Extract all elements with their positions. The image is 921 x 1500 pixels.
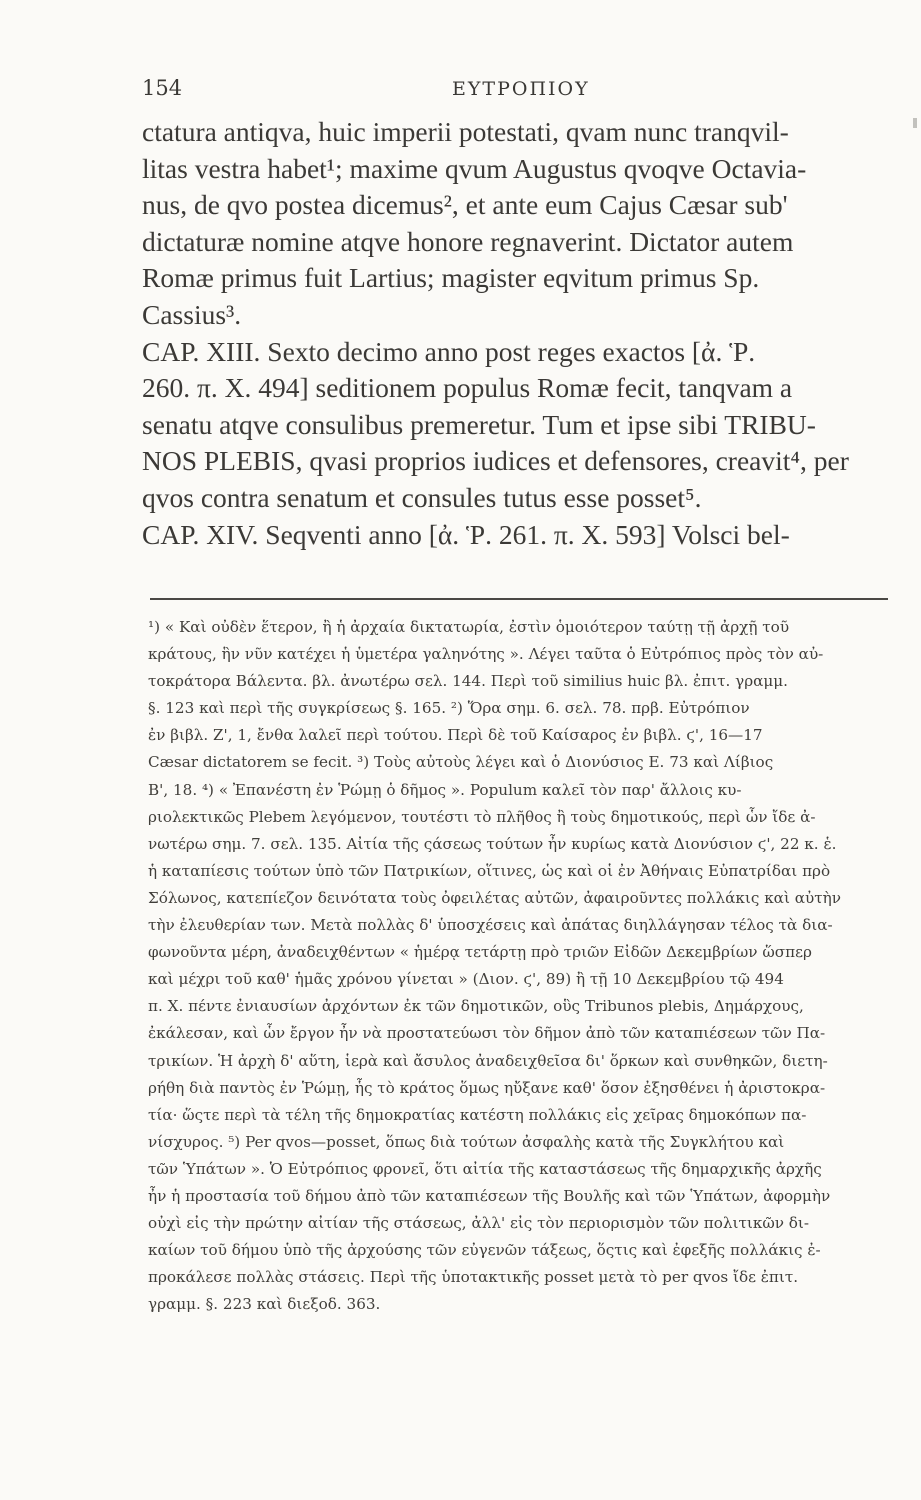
page-edge-mark bbox=[913, 118, 917, 128]
main-text-line: nus, de qvo postea dicemus², et ante eum Cajus Cæsar sub' bbox=[142, 189, 788, 221]
footnote-line: ἐν βιβλ. Ζ', 1, ἔνθα λαλεῖ περὶ τούτου. Περὶ δὲ τοῦ Καίσαρος ἐν βιβλ. ϛ', 16—17 bbox=[148, 726, 763, 745]
main-text-line: ctatura antiqva, huic imperii potestati, qvam nunc tranqvil- bbox=[142, 116, 789, 147]
footnote-line: κράτους, ἣν νῦν κατέχει ἡ ὑμετέρα γαληνότης ». Λέγει ταῦτα ὁ Εὐτρόπιος πρὸς τὸν αὐ- bbox=[148, 645, 824, 664]
footnote-line: νωτέρω σημ. 7. σελ. 135. Αἰτία τῆς ςάσεως τούτων ἦν κυρίως κατὰ Διονύσιον ϛ', 22 κ. ἑ. bbox=[148, 834, 837, 853]
footnote-line: γραμμ. §. 223 καὶ διεξοδ. 363. bbox=[148, 1295, 381, 1314]
main-text-line: dictaturæ nomine atqve honore regnaverint. Dictator autem bbox=[142, 225, 794, 257]
footnote-line: καὶ μέχρι τοῦ καθ' ἡμᾶς χρόνου γίνεται » (Διον. ϛ', 89) ἢ τῇ 10 Δεκεμβρίου τῷ 494 bbox=[148, 970, 784, 989]
footnote-line: τῶν Ὑπάτων ». Ὁ Εὐτρόπιος φρονεῖ, ὅτι αἰτία τῆς καταστάσεως τῆς δημαρχικῆς ἀρχῆς bbox=[148, 1159, 822, 1178]
main-text-line: CAP. XIV. Seqventi anno [ἀ. Ῥ. 261. π. Χ. 593] Volsci bel- bbox=[142, 518, 790, 550]
footnote-line: τρικίων. Ἡ ἀρχὴ δ' αὕτη, ἱερὰ καὶ ἄσυλος ἀναδειχθεῖσα δι' ὅρκων καὶ συνθηκῶν, διετη- bbox=[148, 1051, 828, 1070]
footnote-line: νίσχυρος. ⁵) Per qvos—posset, ὅπως διὰ τούτων ἀσφαλὴς κατὰ τῆς Συγκλήτου καὶ bbox=[148, 1132, 785, 1151]
footnote-line: ἡ καταπίεσις τούτων ὑπὸ τῶν Πατρικίων, οἵτινες, ὡς καὶ οἱ ἐν Ἀθήναις Εὐπατρίδαι πρὸ bbox=[148, 861, 831, 880]
footnotes-block bbox=[148, 614, 888, 1318]
footnote-line: ριολεκτικῶς Plebem λεγόμενον, τουτέστι τὸ πλῆθος ἢ τοὺς δημοτικούς, περὶ ὧν ἴδε ἀ- bbox=[148, 807, 816, 826]
running-title: ΕΥΤΡΟΠΙΟΥ bbox=[452, 78, 590, 100]
page-number: 154 bbox=[142, 76, 183, 100]
main-text-line: senatu atqve consulibus premeretur. Tum et ipse sibi TRIBU- bbox=[142, 408, 816, 440]
footnote-line: τὴν ἐλευθερίαν των. Μετὰ πολλὰς δ' ὑποσχέσεις καὶ ἀπάτας διηλλάγησαν τέλος τὰ δια- bbox=[148, 916, 833, 935]
footnote-line: προκάλεσε πολλὰς στάσεις. Περὶ τῆς ὑποτακτικῆς posset μετὰ τὸ per qvos ἴδε ἐπιτ. bbox=[148, 1268, 799, 1287]
footnote-line: ¹) « Καὶ οὐδὲν ἕτερον, ἢ ἡ ἀρχαία δικτατωρία, ἐστὶν ὁμοιότερον ταύτῃ τῇ ἀρχῇ τοῦ bbox=[148, 618, 790, 636]
footnote-line: καίων τοῦ δήμου ὑπὸ τῆς ἀρχούσης τῶν εὐγενῶν τάξεως, ὅςτις καὶ ἐφεξῆς πολλάκις ἐ- bbox=[148, 1241, 821, 1260]
main-text-line: NOS PLEBIS, qvasi proprios iudices et defensores, creavit⁴, per bbox=[142, 445, 849, 477]
footnote-separator-rule bbox=[150, 598, 888, 600]
footnote-line: §. 123 καὶ περὶ τῆς συγκρίσεως §. 165. ²) Ὅρα σημ. 6. σελ. 78. πρβ. Εὐτρόπιον bbox=[148, 699, 750, 718]
footnote-line: οὐχὶ εἰς τὴν πρώτην αἰτίαν τῆς στάσεως, ἀλλ' εἰς τὸν περιορισμὸν τῶν πολιτικῶν δι- bbox=[148, 1214, 810, 1233]
main-text-block bbox=[142, 114, 886, 553]
page-header bbox=[142, 76, 886, 106]
footnote-line: Σόλωνος, κατεπίεζον δεινότατα τοὺς ὀφειλέτας αὐτῶν, ἀφαιροῦντες πολλάκις καὶ αὐτὴν bbox=[148, 888, 841, 907]
main-text-line: 260. π. Χ. 494] seditionem populus Romæ fecit, tanqvam a bbox=[142, 372, 793, 404]
footnote-line: Cæsar dictatorem se fecit. ³) Τοὺς αὐτοὺς λέγει καὶ ὁ Διονύσιος Ε. 73 καὶ Λίβιος bbox=[148, 753, 774, 772]
footnote-line: τία· ὥςτε περὶ τὰ τέλη τῆς δημοκρατίας κατέστη πολλάκις εἰς χεῖρας δημοκόπων πα- bbox=[148, 1105, 807, 1124]
main-text-line: CAP. XIII. Sexto decimo anno post reges exactos [ἀ. Ῥ. bbox=[142, 335, 756, 367]
footnote-line: ρήθη διὰ παντὸς ἐν Ῥώμῃ, ἧς τὸ κράτος ὅμως ηὔξανε καθ' ὅσον ἐξησθένει ἡ ἀριστοκρα- bbox=[148, 1078, 826, 1097]
main-text-line: litas vestra habet¹; maxime qvum Augustus qvoqve Octavia- bbox=[142, 152, 807, 184]
footnote-line: Β', 18. ⁴) « Ἐπανέστη ἐν Ῥώμῃ ὁ δῆμος ». Populum καλεῖ τὸν παρ' ἄλλοις κυ- bbox=[148, 780, 742, 799]
footnote-line: π. Χ. πέντε ἐνιαυσίων ἀρχόντων ἐκ τῶν δημοτικῶν, οὓς Tribunos plebis, Δημάρχους, bbox=[148, 997, 804, 1016]
footnote-line: ἐκάλεσαν, καὶ ὧν ἔργον ἦν νὰ προστατεύωσι τὸν δῆμον ἀπὸ τῶν καταπιέσεων τῶν Πα- bbox=[148, 1024, 826, 1043]
main-text-line: Cassius³. bbox=[142, 298, 242, 330]
footnote-line: φωνοῦντα μέρη, ἀναδειχθέντων « ἡμέρᾳ τετάρτῃ πρὸ τριῶν Εἰδῶν Δεκεμβρίων ὥσπερ bbox=[148, 943, 812, 962]
footnote-line: τοκράτορα Βάλεντα. βλ. ἀνωτέρω σελ. 144. Περὶ τοῦ similius huic βλ. ἐπιτ. γραμμ. bbox=[148, 672, 788, 691]
main-text-line: Romæ primus fuit Lartius; magister eqvitum primus Sp. bbox=[142, 262, 760, 294]
footnote-line: ἦν ἡ προστασία τοῦ δήμου ἀπὸ τῶν καταπιέσεων τῆς Βουλῆς καὶ τῶν Ὑπάτων, ἀφορμὴν bbox=[148, 1186, 831, 1205]
main-text-line: qvos contra senatum et consules tutus esse posset⁵. bbox=[142, 481, 702, 513]
